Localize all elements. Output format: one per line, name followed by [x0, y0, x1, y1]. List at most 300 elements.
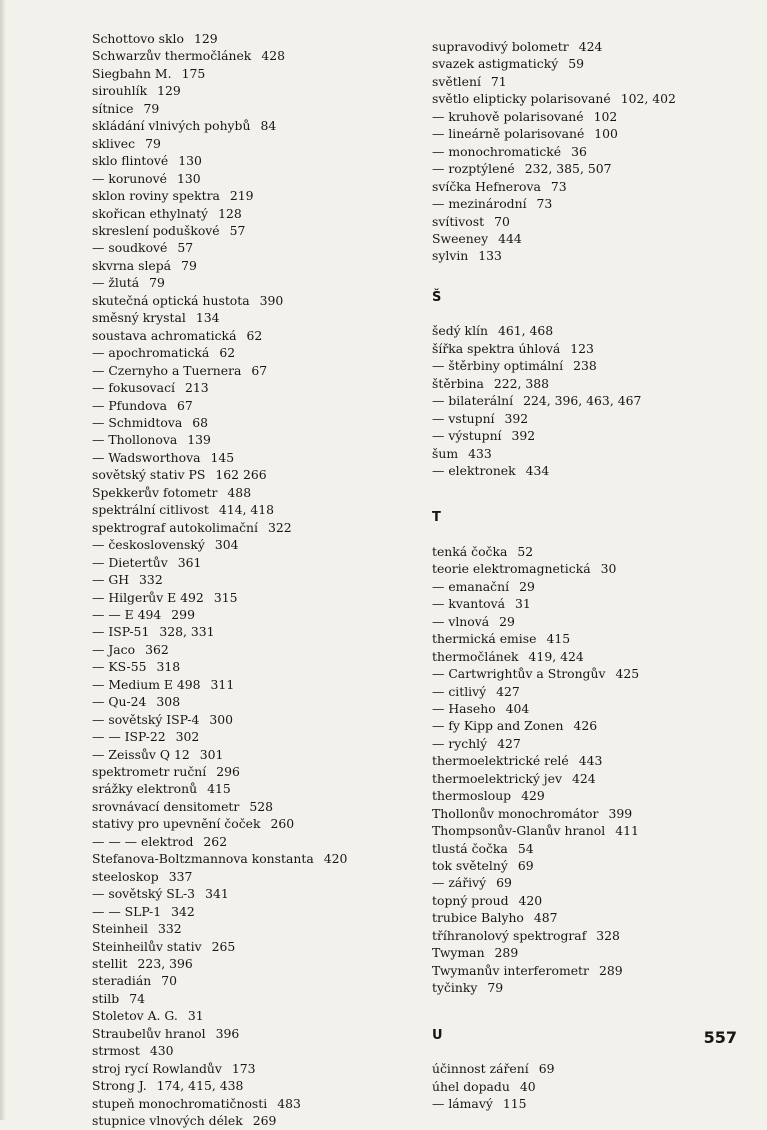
index-term: thermická emise: [432, 631, 537, 647]
index-term: — mezinárodní: [432, 196, 527, 212]
index-term: — Thollonova: [92, 432, 178, 448]
index-term: tříhranolový spektrograf: [432, 927, 587, 943]
index-term: stupnice vlnových délek: [92, 1113, 243, 1129]
index-term: Thompsonův-Glanův hranol: [432, 823, 606, 839]
index-column-left: [92, 30, 392, 1130]
index-page-ref: 68: [192, 414, 208, 430]
index-entry: [432, 805, 732, 822]
index-page-ref: 341: [205, 886, 229, 902]
index-page-ref: 299: [171, 606, 195, 622]
index-column-right: [432, 38, 732, 1112]
index-entry: [432, 55, 732, 72]
index-page-ref: 302: [175, 729, 200, 745]
index-term: — kruhově polarisované: [432, 108, 584, 124]
index-entry: [432, 160, 732, 177]
index-term: steradián: [92, 973, 152, 989]
index-entry: [92, 1042, 392, 1059]
index-page-ref: 79: [149, 275, 165, 291]
index-page-ref: 296: [216, 764, 240, 780]
index-page-ref: 424: [578, 39, 603, 54]
index-entry: [92, 763, 392, 780]
index-page-ref: 322: [267, 519, 292, 535]
index-page-ref: 304: [214, 537, 239, 553]
index-page-ref: 173: [231, 1060, 256, 1076]
index-entry: [432, 683, 732, 700]
index-entry: [432, 700, 732, 717]
index-term: — monochromatické: [432, 143, 562, 159]
index-entry: [92, 274, 392, 291]
index-entry: [432, 410, 732, 427]
section-heading-u: U: [432, 1027, 443, 1043]
index-entry: [432, 357, 732, 374]
index-group-u: [432, 1060, 732, 1112]
index-page-ref: 332: [157, 921, 182, 937]
index-entry: [92, 641, 392, 658]
index-page-ref: 73: [536, 196, 553, 212]
index-term: srážky elektronů: [92, 781, 198, 797]
index-page-ref: 337: [168, 868, 193, 884]
index-entry: [432, 143, 732, 160]
index-page-ref: 392: [504, 410, 529, 426]
index-term: — apochromatická: [92, 345, 210, 361]
index-entry: [92, 938, 392, 955]
index-term: světlo elipticky polarisované: [432, 91, 611, 107]
index-term: Twymanův interferometr: [432, 962, 589, 978]
index-page-ref: 434: [525, 462, 550, 478]
index-term: — Medium E 498: [92, 676, 201, 692]
index-page-ref: 162 266: [215, 467, 267, 483]
index-entry: [432, 462, 732, 479]
index-page-ref: 102, 402: [620, 91, 676, 107]
index-entry: [432, 962, 732, 979]
section-heading-t: T: [432, 510, 441, 526]
index-page-ref: 328: [596, 927, 620, 943]
index-term: — rozptýlené: [432, 161, 515, 177]
index-entry: [92, 693, 392, 710]
index-page-ref: 139: [187, 432, 211, 448]
index-entry: [432, 375, 732, 392]
index-entry: [92, 903, 392, 920]
index-entry: [92, 135, 392, 152]
index-page-ref: 427: [497, 735, 521, 751]
index-entry: [432, 840, 732, 857]
index-page-ref: 174, 415, 438: [156, 1078, 244, 1094]
index-entry: [92, 955, 392, 972]
index-term: — GH: [92, 572, 130, 588]
index-entry: [92, 239, 392, 256]
index-entry: [432, 927, 732, 944]
index-term: — sovětský ISP-4: [92, 711, 200, 727]
index-term: úhel dopadu: [432, 1078, 510, 1094]
index-page-ref: 315: [213, 589, 238, 605]
index-term: Steinheil: [92, 921, 148, 937]
index-page-ref: 84: [260, 118, 277, 134]
index-term: stupeň monochromatičnosti: [92, 1095, 268, 1111]
index-term: Schwarzův thermočlánek: [92, 48, 252, 64]
index-page-ref: 123: [570, 340, 594, 356]
index-page-ref: 488: [227, 484, 252, 500]
index-page-ref: 67: [177, 397, 193, 413]
index-page-ref: 461, 468: [497, 323, 554, 339]
index-page-ref: 222, 388: [493, 375, 550, 391]
index-entry: [432, 735, 732, 752]
index-page-ref: 415: [546, 631, 571, 647]
index-page-ref: 232, 385, 507: [524, 161, 612, 177]
index-entry: [92, 397, 392, 414]
index-term: — Cartwrightův a Strongův: [432, 666, 606, 682]
index-term: trubice Balyho: [432, 910, 524, 926]
index-entry: [92, 257, 392, 274]
index-term: sovětský stativ PS: [92, 467, 206, 483]
index-term: — sovětský SL-3: [92, 886, 196, 902]
index-entry: [92, 222, 392, 239]
index-entry: [92, 65, 392, 82]
index-page-ref: 71: [490, 73, 507, 89]
index-page-ref: 332: [139, 572, 163, 588]
index-page-ref: 57: [177, 240, 194, 256]
index-term: Steinheilův stativ: [92, 938, 202, 954]
index-group-sh: [432, 322, 732, 479]
index-entry: [92, 117, 392, 134]
index-entry: [92, 711, 392, 728]
index-page-ref: 67: [251, 362, 268, 378]
index-page-ref: 361: [177, 554, 202, 570]
index-page-ref: 129: [157, 83, 181, 99]
index-entry: [92, 152, 392, 169]
index-page-ref: 301: [199, 746, 224, 762]
index-entry: [432, 247, 732, 264]
index-page-ref: 444: [498, 230, 522, 246]
index-entry: [92, 1112, 392, 1129]
index-page-ref: 392: [511, 428, 536, 444]
index-entry: [92, 100, 392, 117]
index-page-ref: 224, 396, 463, 467: [523, 393, 642, 409]
index-term: Sweeney: [432, 230, 489, 246]
index-entry: [432, 195, 732, 212]
index-page-ref: 424: [572, 770, 596, 786]
index-entry: [92, 1095, 392, 1112]
index-page-ref: 427: [496, 683, 520, 699]
index-entry: [432, 560, 732, 577]
index-entry: [432, 125, 732, 142]
index-entry: [92, 292, 392, 309]
index-page-ref: 430: [149, 1043, 174, 1059]
index-page-ref: 362: [145, 641, 169, 657]
index-term: sklivec: [92, 135, 136, 151]
index-page-ref: 443: [578, 753, 603, 769]
index-entry: [432, 1060, 732, 1077]
index-page-ref: 425: [615, 666, 640, 682]
index-page-ref: 79: [487, 980, 504, 996]
index-term: topný proud: [432, 892, 509, 908]
index-page-ref: 238: [573, 358, 597, 374]
index-entry: [432, 944, 732, 961]
index-page-ref: 213: [184, 380, 209, 396]
index-term: thermoelektrický jev: [432, 770, 562, 786]
index-page-ref: 399: [608, 805, 633, 821]
index-term: — lámavý: [432, 1096, 493, 1112]
index-entry: [432, 1095, 732, 1112]
index-entry: [92, 536, 392, 553]
index-entry: [92, 920, 392, 937]
index-entry: [92, 833, 392, 850]
index-entry: [92, 658, 392, 675]
index-entry: [432, 613, 732, 630]
index-page-ref: 420: [323, 851, 348, 867]
index-term: skreslení poduškové: [92, 222, 220, 238]
index-term: — Haseho: [432, 700, 496, 716]
index-term: teorie elektromagnetická: [432, 561, 591, 577]
index-entry: [92, 868, 392, 885]
index-term: skvrna slepá: [92, 257, 172, 273]
index-page-ref: 57: [229, 222, 246, 238]
index-page-ref: 129: [193, 31, 218, 46]
index-entry: [92, 466, 392, 483]
index-term: směsný krystal: [92, 310, 186, 326]
index-entry: [92, 1077, 392, 1094]
index-term: — Czernyho a Tuernera: [92, 362, 242, 378]
index-page-ref: 483: [277, 1095, 301, 1111]
index-entry: [432, 752, 732, 769]
index-entry: [432, 445, 732, 462]
index-page-ref: 31: [187, 1008, 204, 1024]
index-entry: [92, 30, 392, 47]
index-term: svíčka Hefnerova: [432, 178, 541, 194]
index-term: — Dietertův: [92, 554, 168, 570]
index-entry: [92, 449, 392, 466]
index-entry: [432, 427, 732, 444]
index-page-ref: 300: [209, 711, 234, 727]
index-entry: [432, 770, 732, 787]
index-term: stellit: [92, 956, 128, 972]
index-page-ref: 318: [156, 659, 181, 675]
index-page-ref: 342: [171, 903, 195, 919]
index-entry: [92, 327, 392, 344]
index-entry: [92, 1007, 392, 1024]
index-page-ref: 219: [229, 188, 254, 204]
index-page-ref: 396: [215, 1025, 240, 1041]
index-entry: [432, 90, 732, 107]
index-term: — fokusovací: [92, 380, 175, 396]
index-term: tyčinky: [432, 980, 478, 996]
index-term: — ISP-51: [92, 624, 150, 640]
index-term: šedý klín: [432, 323, 488, 339]
index-entry: [92, 815, 392, 832]
index-entry: [92, 414, 392, 431]
index-page-ref: 429: [521, 788, 545, 804]
index-page-ref: 289: [494, 945, 519, 961]
index-entry: [92, 82, 392, 99]
index-page-ref: 420: [518, 892, 543, 908]
index-term: Strong J.: [92, 1078, 147, 1094]
index-term: — lineárně polarisované: [432, 126, 585, 142]
index-term: — Qu-24: [92, 694, 147, 710]
index-term: — — — elektrod: [92, 833, 194, 849]
index-page-ref: 130: [178, 153, 202, 169]
index-page-ref: 265: [211, 938, 236, 954]
index-page-ref: 419, 424: [528, 648, 584, 664]
index-entry: [92, 187, 392, 204]
index-page-ref: 69: [517, 858, 534, 874]
index-term: — výstupní: [432, 428, 502, 444]
index-entry: [92, 850, 392, 867]
index-page-ref: 52: [517, 543, 534, 559]
index-entry: [432, 665, 732, 682]
index-term: — soudkové: [92, 240, 168, 256]
index-page-ref: 428: [261, 48, 285, 64]
index-entry: [92, 379, 392, 396]
index-page-ref: 79: [181, 257, 197, 273]
index-entry: [92, 484, 392, 501]
index-term: — — E 494: [92, 606, 162, 622]
index-entry: [432, 230, 732, 247]
index-entry: [432, 392, 732, 409]
index-term: spektrometr ruční: [92, 764, 207, 780]
index-entry: [92, 589, 392, 606]
index-page-ref: 54: [517, 840, 534, 856]
index-term: tenká čočka: [432, 543, 508, 559]
index-term: soustava achromatická: [92, 327, 237, 343]
index-page-ref: 269: [252, 1113, 277, 1129]
index-term: Stoletov A. G.: [92, 1008, 178, 1024]
index-term: účinnost záření: [432, 1061, 529, 1077]
index-term: — Hilgerův E 492: [92, 589, 204, 605]
index-page-ref: 145: [210, 449, 235, 465]
index-page-ref: 260: [270, 816, 295, 832]
index-term: — fy Kipp and Zonen: [432, 718, 564, 734]
index-term: thermočlánek: [432, 648, 519, 664]
index-page-ref: 175: [181, 65, 206, 81]
index-term: spektrograf autokolimační: [92, 519, 258, 535]
index-page-ref: 433: [468, 445, 492, 461]
index-page-ref: 404: [505, 700, 530, 716]
index-term: — Jaco: [92, 641, 136, 657]
index-entry: [432, 38, 732, 55]
index-entry: [92, 728, 392, 745]
index-page-ref: 62: [246, 327, 263, 343]
index-term: — citlivý: [432, 683, 487, 699]
index-entry: [432, 213, 732, 230]
index-entry: [432, 874, 732, 891]
index-page-ref: 30: [600, 561, 617, 577]
index-term: Twyman: [432, 945, 485, 961]
index-term: tlustá čočka: [432, 840, 508, 856]
index-term: štěrbina: [432, 375, 484, 391]
index-term: spektrální citlivost: [92, 502, 209, 518]
index-term: — vlnová: [432, 613, 490, 629]
index-term: — korunové: [92, 170, 167, 186]
index-page-ref: 102: [593, 108, 618, 124]
index-entry: [92, 676, 392, 693]
index-entry: [92, 554, 392, 571]
index-group-s: [432, 38, 732, 265]
index-entry: [92, 972, 392, 989]
index-entry: [92, 47, 392, 64]
index-entry: [432, 178, 732, 195]
index-entry: [92, 501, 392, 518]
index-entry: [432, 857, 732, 874]
index-page-ref: 40: [519, 1078, 536, 1094]
index-page-ref: 36: [571, 143, 587, 159]
index-group-t: [432, 543, 732, 997]
index-page-ref: 414, 418: [218, 502, 275, 518]
index-term: Straubelův hranol: [92, 1025, 206, 1041]
section-heading-sh: Š: [432, 289, 442, 305]
index-entry: [432, 543, 732, 560]
index-page-ref: 79: [143, 100, 160, 116]
index-entry: [92, 798, 392, 815]
index-entry: [92, 1025, 392, 1042]
index-term: skládání vlnivých pohybů: [92, 118, 251, 134]
index-entry: [432, 578, 732, 595]
index-term: skořican ethylnatý: [92, 205, 209, 221]
index-term: šířka spektra úhlová: [432, 340, 561, 356]
page-number: 557: [703, 1028, 737, 1047]
index-term: thermoelektrické relé: [432, 753, 569, 769]
index-entry: [92, 362, 392, 379]
index-term: — kvantová: [432, 596, 506, 612]
index-page-ref: 29: [519, 578, 535, 594]
index-page-ref: 390: [259, 292, 284, 308]
index-term: — Schmidtova: [92, 414, 183, 430]
index-entry: [92, 885, 392, 902]
index-page-ref: 70: [494, 213, 510, 229]
index-term: steeloskop: [92, 868, 159, 884]
index-page-ref: 62: [219, 345, 236, 361]
index-term: sítnice: [92, 100, 134, 116]
index-page-ref: 79: [145, 135, 161, 151]
index-page-ref: 134: [195, 310, 220, 326]
index-page-ref: 74: [129, 990, 145, 1006]
index-page-ref: 29: [499, 613, 515, 629]
index-page-ref: 115: [502, 1096, 527, 1112]
index-term: — Wadsworthova: [92, 449, 201, 465]
index-entry: [92, 780, 392, 797]
index-term: světlení: [432, 73, 481, 89]
index-entry: [432, 892, 732, 909]
index-page-ref: 308: [156, 694, 181, 710]
index-term: stroj rycí Rowlandův: [92, 1060, 222, 1076]
index-entry: [432, 787, 732, 804]
index-page-ref: 289: [598, 962, 623, 978]
index-entry: [92, 344, 392, 361]
index-term: — československý: [92, 537, 205, 553]
index-entry: [92, 623, 392, 640]
index-page-ref: 31: [515, 596, 531, 612]
index-term: Stefanova-Boltzmannova konstanta: [92, 851, 314, 867]
index-term: — vstupní: [432, 410, 495, 426]
index-entry: [92, 519, 392, 536]
index-term: — emanační: [432, 578, 510, 594]
index-entry: [432, 648, 732, 665]
index-page-ref: 130: [176, 170, 201, 186]
index-entry: [92, 746, 392, 763]
index-page-ref: 128: [218, 205, 242, 221]
index-entry: [92, 990, 392, 1007]
index-entry: [432, 1078, 732, 1095]
index-page-ref: 415: [207, 781, 231, 797]
index-page-ref: 69: [538, 1061, 555, 1077]
index-entry: [92, 170, 392, 187]
index-entry: [432, 822, 732, 839]
index-page-ref: 73: [550, 178, 567, 194]
index-term: Siegbahn M.: [92, 65, 172, 81]
index-term: sylvin: [432, 248, 469, 264]
index-page-ref: 100: [594, 126, 618, 142]
index-page-ref: 262: [203, 833, 228, 849]
index-term: Spekkerův fotometr: [92, 484, 218, 500]
index-page-ref: 59: [568, 56, 584, 72]
